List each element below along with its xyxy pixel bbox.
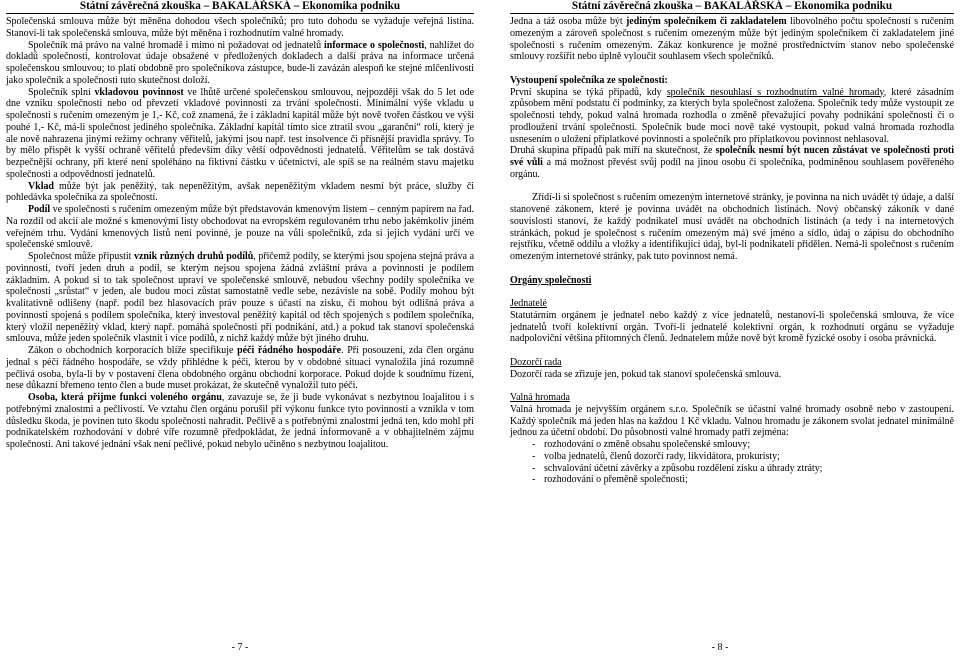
paragraph: Společník má právo na valné hromadě i mimo ni požadovat od jednatelů informace o společnosti, nahlížet do dokladů společnosti, kontrolovat údaje obsažené v předložených dokladech a další práva na informace určená společenskou smlouvou; to platí obdobně pro společníkova zástupce, bude-li zavázán alespoň ke stejné mlčenlivosti jako společník a společnosti tuto skutečnost doloží. bbox=[6, 39, 474, 86]
spacer bbox=[510, 181, 954, 193]
right-page bbox=[480, 0, 960, 657]
spacer bbox=[510, 380, 954, 392]
subsection-heading: Jednatelé bbox=[510, 298, 547, 309]
paragraph: Valná hromada je nejvyšším orgánem s.r.o. Společník se účastní valné hromady osobně nebo v zastoupení. Každý společník má jeden hlas na každou 1 Kč vkladu. Valnou hromadu je zákonem svolat jednatel minimálně jednou za účetní období. Do působnosti valné hromady patří zejména: bbox=[510, 403, 954, 439]
paragraph: Vklad může být jak peněžitý, tak nepeněžitým, avšak nepeněžitým vkladem nesmí být práce, služby či pohledávka společníka za společností. bbox=[6, 180, 474, 204]
spacer bbox=[510, 286, 954, 298]
list-item: - rozhodování o změně obsahu společenské smlouvy; bbox=[532, 439, 954, 451]
paragraph: Společník splní vkladovou povinnost ve lhůtě určené společenskou smlouvou, nejpozději však do 5 let ode dne vzniku společnosti nebo od převzetí vkladové povinnosti za trvání společnosti. Minimální výše vkladu u společnosti s ručením omezeným je 1,- Kč, což znamená, že i základní kapitál může být nově tvořen částkou ve výši pouhé 1,- Kč, má-li společnost jediného společníka. Základní kapitál tímto sice ztratil svou „garanční“ roli, který je ale nově nahrazena jinými režimy ochrany věřitelů, jakými jsou např. test insolvence či přísnější pravidla správy. To by mělo přispět k vyšší ochraně věřitelů především díky větší odpovědnosti jednatelů. Věřitelům se tak dostává bezpečnější ochrany, při které není spoléháno na fiktivní částku v účetnictví, ale spíš se na reálném stavu majetku společnosti a odpovědnosti jednatelů. bbox=[6, 86, 475, 180]
paragraph: Osoba, která přijme funkci voleného orgánu, zavazuje se, že ji bude vykonávat s nezbytnou loajalitou i s potřebnými znalostmi a pečlivostí. Ve vztahu člen orgánu porušil při výkonu funkce tyto povinnosti a vznikla v tom důsledku škoda, je povinen tuto škodu společnosti nahradit. Pečlivě a s potřebnými znalostmi jedná ten, kdo mohl při podnikatelském rozhodování v dobré víře rozumně předpokládat, že jedná informovaně a v obhajitelném zájmu společnosti. Ani takové jednání však není pečlivé, pokud nebylo učiněno s nezbytnou loajalitou. bbox=[6, 392, 475, 450]
paragraph: Dozorčí rada se zřizuje jen, pokud tak stanoví společenská smlouva. bbox=[510, 368, 782, 380]
page-number: - 8 - bbox=[711, 642, 729, 653]
left-body-text bbox=[6, 16, 474, 451]
page-header: Státní závěrečná zkouška – BAKALÁŘSKÁ – Ekonomika podniku bbox=[510, 0, 954, 14]
section-heading: Vystoupení společníka ze společnosti: bbox=[510, 74, 668, 86]
subsection-heading: Dozorčí rada bbox=[510, 356, 562, 368]
paragraph: Zákon o obchodních korporacích blíže specifikuje péči řádného hospodáře. Při posouzení, zda člen orgánu jednal s péčí řádného hospodáře, se vždy přihlédne k péči, kterou by v obdobné situaci vynaložila jiná rozumně pečlivá osoba, byla-li by v postavení člena obdobného orgánu obchodní korporace. Pokud dojde k soudnímu řízení, nese důkazní břemeno tento člen a bude muset prokázat, že skutečně vynaložil tuto péči. bbox=[6, 345, 475, 392]
paragraph: Podíl ve společnosti s ručením omezeným může být představován kmenovým listem – cenným papírem na řad. Na rozdíl od akcií ale možné s kmenovými listy obchodovat na evropském regulovaném trhu nebo jakémkoliv jiném veřejném trhu. Vydání kmenových listů není povinné, je pouze na vůli společníků, zda si jejich vydání určí ve společenské smlouvě. bbox=[6, 204, 474, 251]
paragraph: Společenská smlouva může být měněna dohodou všech společníků; pro tuto dohodu se vyžaduje veřejná listina. Stanoví-li tak společenská smlouva, může být měněna i rozhodnutím valné hromady. bbox=[6, 16, 474, 39]
list-item: - schvalování účetní závěrky a způsobu rozdělení zisku a úhrady ztráty; bbox=[532, 463, 954, 475]
spacer bbox=[510, 345, 954, 357]
bullet-list bbox=[510, 439, 954, 486]
list-item: - volba jednatelů, členů dozorčí rady, likvidátora, prokuristy; bbox=[532, 451, 954, 463]
paragraph: Společnost může připustit vznik různých druhů podílů, přičemž podíly, se kterými jsou spojena stejná práva a povinnosti, tvoří jeden druh a podíl, se kterým nejsou spojena žádná zvláštní práva a povinnosti je podílem základním. A pokud si to tak společnost upraví ve společenské smlouvě, nebudou všechny podíly společníka ve společnosti „srůstat“ v jeden, ale budou moci zůstat samostatně vedle sebe, nezávisle na sobě. Podíly mohou být kvalitativně odlišeny (např. podíl bez hlasovacích práv pouze s účastí na zisku, či mohou být odlišná práva a povinnosti spojená s podílem společníka, který investoval peněžitý kapitál od těch spojených s podílem společníka, který vložil nepeněžitý vklad, který např. pomáhá společnosti při podnikání, atd.) a pokud tak stanoví společenská smlouva, může jeden společník vlastnit i více podílů, z nichž každý může být jiného druhu. bbox=[6, 251, 474, 345]
right-body-text bbox=[510, 16, 954, 486]
subsection-heading: Valná hromada bbox=[510, 392, 570, 403]
paragraph: Jedna a táž osoba může být jediným společníkem či zakladatelem libovolného počtu společností s ručením omezeným a zároveň společnost s ručením omezeným může být jediným společníkem či zakladatelem jiné společnosti s ručením omezeným. Zákaz konkurence je možné prostřednictvím stanov nebo společenské smlouvy rozšířit nebo úplně vyloučit souhlasem všech společníků. bbox=[510, 16, 954, 63]
list-item: - rozhodování o přeměně společnosti; bbox=[532, 474, 954, 486]
paragraph: Druhá skupina případů pak míří na skutečnost, že společník nesmí být nucen zůstávat ve společnosti proti své vůli a má možnost převést svůj podíl na jinou osobu či společníka, podmíněnou souhlasem pověřeného orgánu. bbox=[510, 145, 955, 180]
spacer bbox=[510, 63, 954, 75]
spacer bbox=[510, 263, 954, 275]
page-number: - 7 - bbox=[231, 642, 249, 653]
page-header: Státní závěrečná zkouška – BAKALÁŘSKÁ – Ekonomika podniku bbox=[6, 0, 474, 14]
section-heading: Orgány společnosti bbox=[510, 274, 592, 286]
paragraph: První skupina se týká případů, kdy společník nesouhlasí s rozhodnutím valné hromady, které zásadním způsobem mění podstatu či podmínky, za kterých byla společnost založena. Společník tedy může vystoupit ze společnosti tehdy, pokud valná hromada rozhodla o změně převažující povahy podnikání společnosti či o prodloužení trvání společnosti. Společník bude moci nově také vystoupit, pokud valná hromada rozhodla usnesením o uložení příplatkové povinnosti a společník pro příplatkovou povinnost nehlasoval. bbox=[510, 86, 954, 145]
paragraph: Zřídí-li si společnost s ručením omezeným internetové stránky, je povinna na nich uvádět tý údaje, a další stanovené zákonem, které je povinna uvádět na obchodních listinách. Nový občanský zákoník v dané souvislosti stanoví, že každý podnikatel musí uvádět na obchodních listinách (a tedy i na internetových stránkách, pokud je společnost s ručením omezeným má) své jméno a sídlo, údaj o zápisu do obchodního rejstříku, včetně oddílu a vložky a identifikující údaj, byl-li podnikateli přidělen. Nemá-li společnost s ručením omezeným internetové stránky, pak tuto povinnost nemá. bbox=[510, 192, 954, 262]
paragraph: Statutárním orgánem je jednatel nebo každý z více jednatelů, nestanoví-li společenská smlouva, že více jednatelů tvoří kolektivní orgán. Tvoří-li jednatelé kolektivní orgán, k rozhodnutí orgánu se vyžaduje nadpoloviční většina přítomných členů. Jednatelem může nově být kromě fyzické osoby i osoba právnická. bbox=[510, 309, 954, 345]
